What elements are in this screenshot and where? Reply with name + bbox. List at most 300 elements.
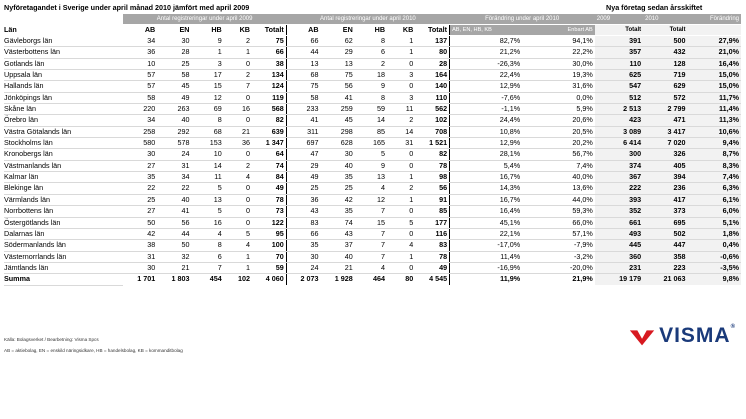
visma-logo <box>628 324 736 348</box>
year-total-2009-cell: 493 <box>595 228 643 239</box>
en-2010-cell: 62 <box>321 36 355 47</box>
registrations-table <box>4 14 741 286</box>
col-totalt-2010: Totalt <box>415 25 449 36</box>
hb-2010-cell: 464 <box>355 274 387 285</box>
total-2010-cell: 56 <box>415 183 449 194</box>
change-all-cell: -17,0% <box>450 240 523 251</box>
year-total-2010-cell: 373 <box>643 206 687 217</box>
change-ab-cell: 59,3% <box>522 206 595 217</box>
year-change-cell: -0,6% <box>687 251 741 262</box>
kb-2010-cell: 4 <box>387 240 415 251</box>
kb-2009-cell: 4 <box>224 172 252 183</box>
hb-2010-cell: 7 <box>355 251 387 262</box>
hb-2010-cell: 5 <box>355 149 387 160</box>
change-all-cell: 45,1% <box>450 217 523 228</box>
en-2009-cell: 1 803 <box>157 274 191 285</box>
year-total-2010-cell: 719 <box>643 70 687 81</box>
en-2009-cell: 28 <box>157 47 191 58</box>
col-totalt-year-2010: Totalt <box>643 25 687 36</box>
en-2009-cell: 578 <box>157 138 191 149</box>
year-total-2009-cell: 2 513 <box>595 104 643 115</box>
ab-2010-cell: 66 <box>286 228 320 239</box>
total-2010-cell: 78 <box>415 251 449 262</box>
year-total-2009-cell: 3 089 <box>595 126 643 137</box>
ab-2010-cell: 58 <box>286 92 320 103</box>
en-2010-cell: 13 <box>321 58 355 69</box>
ab-2010-cell: 24 <box>286 262 320 273</box>
change-ab-cell: 56,7% <box>522 149 595 160</box>
ab-2009-cell: 35 <box>123 172 157 183</box>
hb-2010-cell: 6 <box>355 47 387 58</box>
kb-2010-cell: 1 <box>387 47 415 58</box>
total-2010-cell: 110 <box>415 92 449 103</box>
change-all-cell: 12,9% <box>450 81 523 92</box>
hb-2009-cell: 8 <box>191 115 223 126</box>
hb-2009-cell: 153 <box>191 138 223 149</box>
year-change-cell: 6,0% <box>687 206 741 217</box>
col-en-2010: EN <box>321 25 355 36</box>
total-2010-cell: 98 <box>415 172 449 183</box>
hb-2009-cell: 12 <box>191 92 223 103</box>
en-2010-cell: 298 <box>321 126 355 137</box>
table-row <box>4 217 741 228</box>
table-row <box>4 36 741 47</box>
year-change-cell: 16,4% <box>687 58 741 69</box>
ab-2009-cell: 57 <box>123 70 157 81</box>
year-change-cell: 5,1% <box>687 217 741 228</box>
total-2010-cell: 177 <box>415 217 449 228</box>
en-2010-cell: 21 <box>321 262 355 273</box>
hb-2010-cell: 8 <box>355 36 387 47</box>
year-total-2010-cell: 326 <box>643 149 687 160</box>
kb-2009-cell: 5 <box>224 228 252 239</box>
total-2009-cell: 78 <box>252 194 286 205</box>
en-2010-cell: 628 <box>321 138 355 149</box>
col-kb-2009: KB <box>224 25 252 36</box>
ab-2009-cell: 10 <box>123 58 157 69</box>
en-2010-cell: 42 <box>321 194 355 205</box>
table-row <box>4 47 741 58</box>
change-all-cell: 21,2% <box>450 47 523 58</box>
table-row <box>4 115 741 126</box>
county-name-cell: Västra Götalands län <box>4 126 123 137</box>
year-total-2009-cell: 110 <box>595 58 643 69</box>
en-2009-cell: 22 <box>157 183 191 194</box>
county-name-cell: Skåne län <box>4 104 123 115</box>
kb-2010-cell: 2 <box>387 115 415 126</box>
en-2010-cell: 29 <box>321 47 355 58</box>
change-all-cell: 16,7% <box>450 172 523 183</box>
change-all-cell: 16,7% <box>450 194 523 205</box>
hb-2010-cell: 14 <box>355 115 387 126</box>
change-ab-cell: 94,1% <box>522 36 595 47</box>
kb-2010-cell: 0 <box>387 149 415 160</box>
county-name-cell: Uppsala län <box>4 70 123 81</box>
kb-2009-cell: 0 <box>224 217 252 228</box>
logo-reg: ® <box>730 324 736 330</box>
change-ab-cell: 7,4% <box>522 160 595 171</box>
year-total-2010-cell: 223 <box>643 262 687 273</box>
total-2010-cell: 82 <box>415 149 449 160</box>
ab-2010-cell: 2 073 <box>286 274 320 285</box>
year-change-cell: 8,3% <box>687 160 741 171</box>
en-2009-cell: 263 <box>157 104 191 115</box>
col-hb-2009: HB <box>191 25 223 36</box>
kb-2010-cell: 1 <box>387 172 415 183</box>
year-total-2010-cell: 629 <box>643 81 687 92</box>
county-name-cell: Örebro län <box>4 115 123 126</box>
hb-2009-cell: 6 <box>191 251 223 262</box>
county-name-cell: Kalmar län <box>4 172 123 183</box>
year-change-cell: 15,0% <box>687 70 741 81</box>
ab-2009-cell: 42 <box>123 228 157 239</box>
hb-2010-cell: 13 <box>355 172 387 183</box>
year-change-cell: 9,4% <box>687 138 741 149</box>
change-ab-cell: -3,2% <box>522 251 595 262</box>
table-row <box>4 262 741 273</box>
total-2010-cell: 4 545 <box>415 274 449 285</box>
blank-cell <box>4 14 123 25</box>
year-total-2009-cell: 393 <box>595 194 643 205</box>
en-2009-cell: 41 <box>157 206 191 217</box>
kb-2010-cell: 3 <box>387 70 415 81</box>
table-row <box>4 240 741 251</box>
year-total-2009-cell: 19 179 <box>595 274 643 285</box>
side-title: Nya företag sedan årsskiftet <box>606 3 703 12</box>
ab-2009-cell: 30 <box>123 262 157 273</box>
kb-2009-cell: 0 <box>224 194 252 205</box>
hb-2009-cell: 4 <box>191 228 223 239</box>
en-2009-cell: 44 <box>157 228 191 239</box>
hb-2009-cell: 3 <box>191 58 223 69</box>
year-total-2009-cell: 391 <box>595 36 643 47</box>
total-2010-cell: 562 <box>415 104 449 115</box>
table-row <box>4 149 741 160</box>
year-total-2009-cell: 352 <box>595 206 643 217</box>
change-ab-cell: 5,9% <box>522 104 595 115</box>
total-2009-cell: 74 <box>252 160 286 171</box>
year-total-2009-cell: 374 <box>595 160 643 171</box>
year-change-cell: 7,4% <box>687 172 741 183</box>
kb-2009-cell: 0 <box>224 58 252 69</box>
year-total-2009-cell: 300 <box>595 149 643 160</box>
change-ab-cell: 30,0% <box>522 58 595 69</box>
table-row <box>4 228 741 239</box>
total-2009-cell: 639 <box>252 126 286 137</box>
total-2010-cell: 83 <box>415 240 449 251</box>
en-2010-cell: 35 <box>321 206 355 217</box>
kb-2010-cell: 1 <box>387 194 415 205</box>
ab-2010-cell: 36 <box>286 194 320 205</box>
change-ab-cell: 57,1% <box>522 228 595 239</box>
kb-2010-cell: 14 <box>387 126 415 137</box>
kb-2010-cell: 11 <box>387 104 415 115</box>
total-2010-cell: 102 <box>415 115 449 126</box>
ab-2009-cell: 27 <box>123 160 157 171</box>
county-name-cell: Blekinge län <box>4 183 123 194</box>
year-change-cell: -3,5% <box>687 262 741 273</box>
year-total-2010-cell: 7 020 <box>643 138 687 149</box>
county-name-cell: Västerbottens län <box>4 47 123 58</box>
hb-2009-cell: 454 <box>191 274 223 285</box>
kb-2010-cell: 0 <box>387 160 415 171</box>
county-name-cell: Värmlands län <box>4 194 123 205</box>
en-2010-cell: 74 <box>321 217 355 228</box>
source-note: Källa: Bolagsverket / Bearbetning: Visma Spcs <box>4 337 99 342</box>
kb-2009-cell: 0 <box>224 149 252 160</box>
en-2009-cell: 34 <box>157 172 191 183</box>
change-all-cell: -16,9% <box>450 262 523 273</box>
hb-2010-cell: 7 <box>355 206 387 217</box>
total-2010-cell: 164 <box>415 70 449 81</box>
hb-2009-cell: 10 <box>191 149 223 160</box>
kb-2009-cell: 0 <box>224 183 252 194</box>
year-total-2009-cell: 625 <box>595 70 643 81</box>
group-change: Förändring under april 2010 <box>450 14 595 25</box>
change-all-cell: 24,4% <box>450 115 523 126</box>
en-2010-cell: 259 <box>321 104 355 115</box>
total-2009-cell: 59 <box>252 262 286 273</box>
en-2010-cell: 43 <box>321 228 355 239</box>
en-2009-cell: 56 <box>157 217 191 228</box>
en-2009-cell: 40 <box>157 115 191 126</box>
ab-2009-cell: 25 <box>123 194 157 205</box>
col-ab-2009: AB <box>123 25 157 36</box>
col-change-blank <box>687 25 741 36</box>
change-ab-cell: -7,9% <box>522 240 595 251</box>
ab-2010-cell: 75 <box>286 81 320 92</box>
en-2009-cell: 25 <box>157 58 191 69</box>
kb-2010-cell: 80 <box>387 274 415 285</box>
en-2010-cell: 56 <box>321 81 355 92</box>
year-change-cell: 11,7% <box>687 92 741 103</box>
change-all-cell: 5,4% <box>450 160 523 171</box>
change-all-cell: 10,8% <box>450 126 523 137</box>
hb-2009-cell: 68 <box>191 126 223 137</box>
ab-2010-cell: 30 <box>286 251 320 262</box>
col-hb-2010: HB <box>355 25 387 36</box>
hb-2009-cell: 8 <box>191 240 223 251</box>
year-change-cell: 6,1% <box>687 194 741 205</box>
hb-2010-cell: 7 <box>355 240 387 251</box>
change-ab-cell: 31,6% <box>522 81 595 92</box>
total-2009-cell: 84 <box>252 172 286 183</box>
hb-2010-cell: 9 <box>355 81 387 92</box>
change-ab-cell: 20,2% <box>522 138 595 149</box>
total-2009-cell: 124 <box>252 81 286 92</box>
kb-2009-cell: 1 <box>224 262 252 273</box>
year-total-2010-cell: 405 <box>643 160 687 171</box>
year-total-2010-cell: 502 <box>643 228 687 239</box>
ab-2009-cell: 30 <box>123 149 157 160</box>
year-total-2010-cell: 447 <box>643 240 687 251</box>
year-total-2010-cell: 358 <box>643 251 687 262</box>
en-2009-cell: 30 <box>157 36 191 47</box>
kb-2009-cell: 16 <box>224 104 252 115</box>
hb-2010-cell: 85 <box>355 126 387 137</box>
total-2009-cell: 119 <box>252 92 286 103</box>
ab-2009-cell: 38 <box>123 240 157 251</box>
total-2010-cell: 85 <box>415 206 449 217</box>
county-name-cell: Gävleborgs län <box>4 36 123 47</box>
kb-2009-cell: 1 <box>224 251 252 262</box>
col-year-2009: 2009 <box>595 14 643 25</box>
table-row <box>4 126 741 137</box>
year-total-2010-cell: 394 <box>643 172 687 183</box>
total-2009-cell: 38 <box>252 58 286 69</box>
logo-text: VISMA <box>659 324 731 347</box>
kb-2009-cell: 7 <box>224 81 252 92</box>
ab-2009-cell: 31 <box>123 251 157 262</box>
county-name-cell: Kronobergs län <box>4 149 123 160</box>
total-2010-cell: 140 <box>415 81 449 92</box>
kb-2009-cell: 2 <box>224 160 252 171</box>
kb-2009-cell: 36 <box>224 138 252 149</box>
total-2010-cell: 116 <box>415 228 449 239</box>
year-total-2010-cell: 21 063 <box>643 274 687 285</box>
total-2009-cell: 4 060 <box>252 274 286 285</box>
kb-2009-cell: 2 <box>224 36 252 47</box>
county-name-cell: Stockholms län <box>4 138 123 149</box>
change-all-cell: 28,1% <box>450 149 523 160</box>
year-total-2009-cell: 445 <box>595 240 643 251</box>
total-2009-cell: 95 <box>252 228 286 239</box>
table-row <box>4 138 741 149</box>
ab-2010-cell: 13 <box>286 58 320 69</box>
year-total-2009-cell: 512 <box>595 92 643 103</box>
year-change-cell: 0,4% <box>687 240 741 251</box>
year-change-cell: 6,3% <box>687 183 741 194</box>
hb-2009-cell: 17 <box>191 70 223 81</box>
hb-2009-cell: 14 <box>191 160 223 171</box>
col-year-2010: 2010 <box>643 14 687 25</box>
kb-2009-cell: 2 <box>224 70 252 81</box>
summa-row <box>4 274 741 285</box>
col-change-all: AB, EN, HB, KB <box>450 25 523 36</box>
change-ab-cell: 22,2% <box>522 47 595 58</box>
ab-2010-cell: 29 <box>286 160 320 171</box>
en-2010-cell: 75 <box>321 70 355 81</box>
ab-2009-cell: 1 701 <box>123 274 157 285</box>
change-ab-cell: 44,0% <box>522 194 595 205</box>
total-2010-cell: 28 <box>415 58 449 69</box>
ab-2009-cell: 50 <box>123 217 157 228</box>
year-change-cell: 11,3% <box>687 115 741 126</box>
hb-2010-cell: 9 <box>355 160 387 171</box>
hb-2010-cell: 18 <box>355 70 387 81</box>
group-header-row <box>4 14 741 25</box>
ab-2009-cell: 58 <box>123 92 157 103</box>
ab-2010-cell: 35 <box>286 240 320 251</box>
group-reg-2010: Antal registreringar under april 2010 <box>286 14 449 25</box>
ab-2010-cell: 41 <box>286 115 320 126</box>
county-name-cell: Summa <box>4 274 123 285</box>
en-2009-cell: 40 <box>157 194 191 205</box>
total-2009-cell: 100 <box>252 240 286 251</box>
en-2009-cell: 21 <box>157 262 191 273</box>
kb-2010-cell: 1 <box>387 36 415 47</box>
table-row <box>4 104 741 115</box>
year-total-2010-cell: 500 <box>643 36 687 47</box>
change-ab-cell: -20,0% <box>522 262 595 273</box>
hb-2009-cell: 69 <box>191 104 223 115</box>
year-change-cell: 9,8% <box>687 274 741 285</box>
en-2010-cell: 35 <box>321 172 355 183</box>
change-all-cell: 11,4% <box>450 251 523 262</box>
change-all-cell: -26,3% <box>450 58 523 69</box>
kb-2009-cell: 102 <box>224 274 252 285</box>
total-2009-cell: 1 347 <box>252 138 286 149</box>
col-lan: Län <box>4 25 123 36</box>
county-name-cell: Hallands län <box>4 81 123 92</box>
visma-wordmark <box>659 324 736 348</box>
change-ab-cell: 20,5% <box>522 126 595 137</box>
ab-2010-cell: 47 <box>286 149 320 160</box>
kb-2009-cell: 0 <box>224 92 252 103</box>
year-change-cell: 8,7% <box>687 149 741 160</box>
year-total-2010-cell: 2 799 <box>643 104 687 115</box>
en-2010-cell: 40 <box>321 160 355 171</box>
year-total-2010-cell: 572 <box>643 92 687 103</box>
hb-2009-cell: 1 <box>191 47 223 58</box>
group-reg-2009: Antal registreringar under april 2009 <box>123 14 286 25</box>
kb-2009-cell: 21 <box>224 126 252 137</box>
col-ab-2010: AB <box>286 25 320 36</box>
hb-2009-cell: 5 <box>191 183 223 194</box>
col-change-ab: Enbart AB <box>522 25 595 36</box>
total-2010-cell: 1 521 <box>415 138 449 149</box>
total-2009-cell: 82 <box>252 115 286 126</box>
table-row <box>4 160 741 171</box>
change-ab-cell: 19,3% <box>522 70 595 81</box>
table-row <box>4 206 741 217</box>
kb-2009-cell: 1 <box>224 47 252 58</box>
kb-2010-cell: 3 <box>387 92 415 103</box>
table-row <box>4 58 741 69</box>
change-all-cell: 16,4% <box>450 206 523 217</box>
en-2010-cell: 25 <box>321 183 355 194</box>
year-total-2009-cell: 357 <box>595 47 643 58</box>
year-change-cell: 11,4% <box>687 104 741 115</box>
year-change-cell: 27,9% <box>687 36 741 47</box>
hb-2010-cell: 2 <box>355 58 387 69</box>
county-name-cell: Dalarnas län <box>4 228 123 239</box>
table-row <box>4 81 741 92</box>
year-total-2009-cell: 423 <box>595 115 643 126</box>
en-2009-cell: 50 <box>157 240 191 251</box>
county-name-cell: Södermanlands län <box>4 240 123 251</box>
change-all-cell: 12,9% <box>450 138 523 149</box>
change-all-cell: 82,7% <box>450 36 523 47</box>
year-total-2009-cell: 547 <box>595 81 643 92</box>
total-2009-cell: 73 <box>252 206 286 217</box>
ab-2009-cell: 22 <box>123 183 157 194</box>
year-change-cell: 1,8% <box>687 228 741 239</box>
col-totalt-2009: Totalt <box>252 25 286 36</box>
en-2009-cell: 31 <box>157 160 191 171</box>
hb-2009-cell: 9 <box>191 36 223 47</box>
change-ab-cell: 66,0% <box>522 217 595 228</box>
year-total-2009-cell: 222 <box>595 183 643 194</box>
change-ab-cell: 20,6% <box>522 115 595 126</box>
year-total-2010-cell: 471 <box>643 115 687 126</box>
ab-2010-cell: 311 <box>286 126 320 137</box>
year-total-2009-cell: 661 <box>595 217 643 228</box>
abbreviation-note: AB = aktiebolag, EN = enskild näringsidkare, HB = handelsbolag, KB = kommanditbolag <box>4 348 183 353</box>
total-2009-cell: 64 <box>252 149 286 160</box>
total-2009-cell: 75 <box>252 36 286 47</box>
kb-2010-cell: 0 <box>387 81 415 92</box>
